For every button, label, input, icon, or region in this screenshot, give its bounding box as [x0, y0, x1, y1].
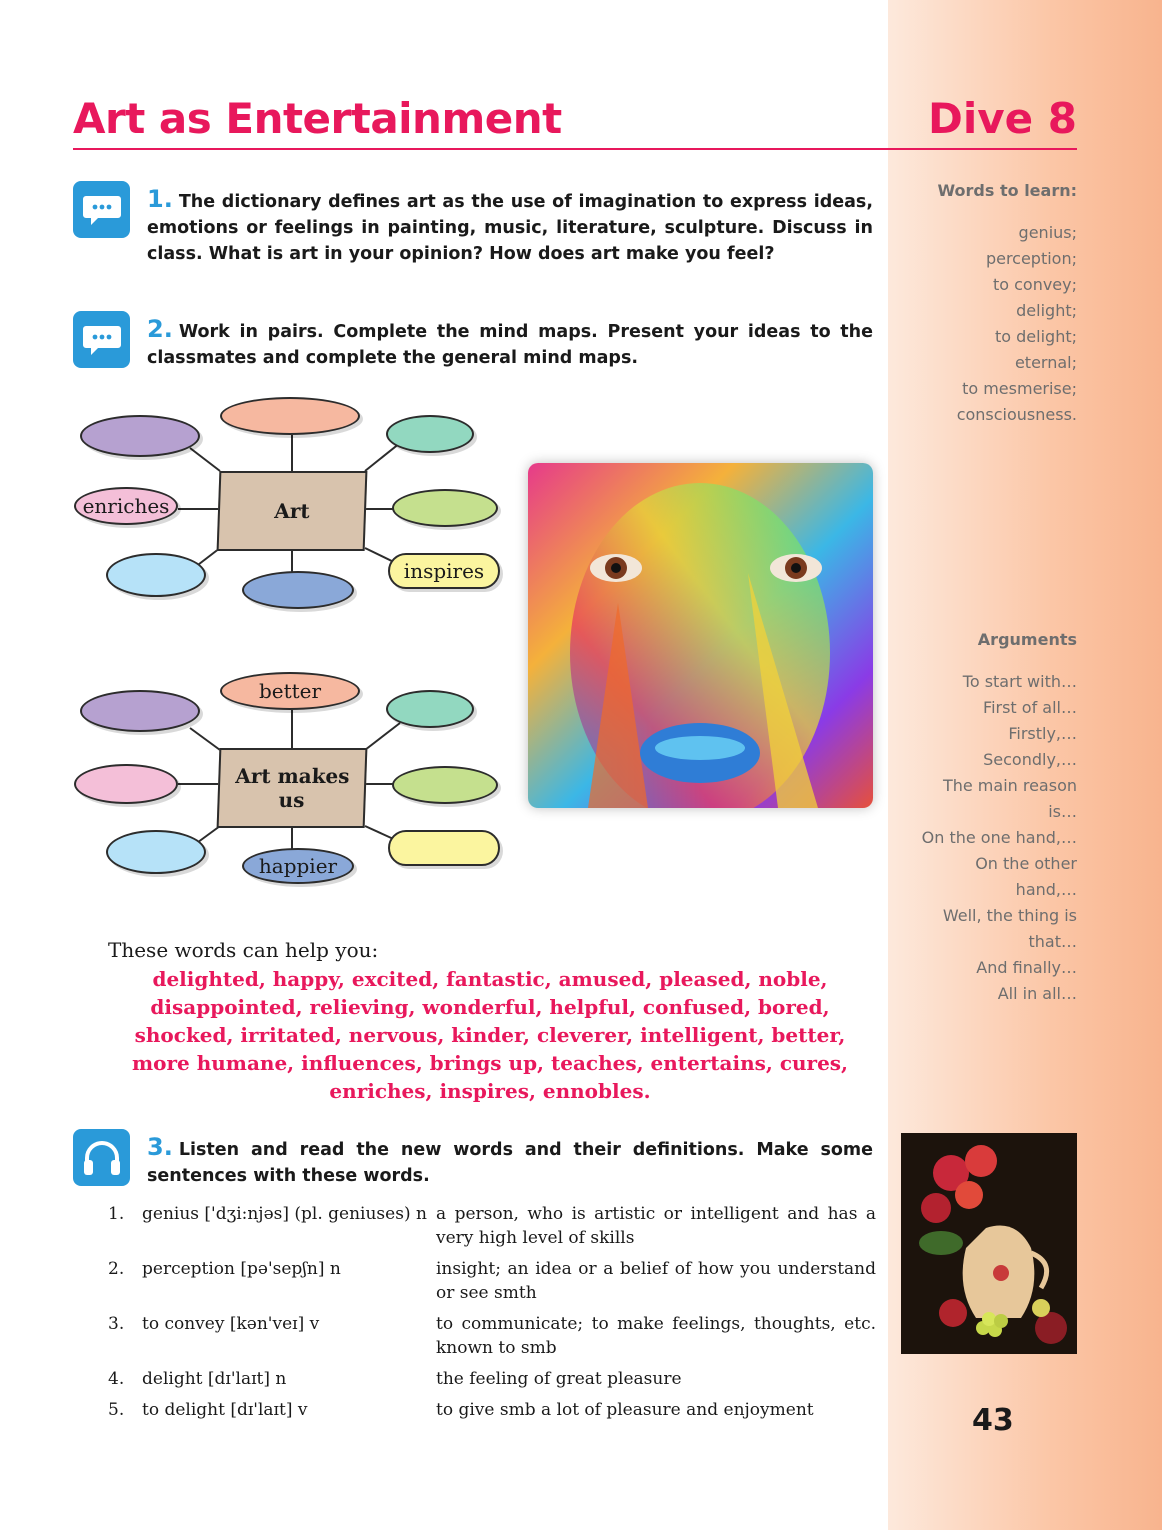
mind-map-bubble[interactable]	[392, 489, 498, 527]
mind-map-bubble[interactable]	[386, 415, 474, 453]
speech-bubble-icon	[73, 311, 130, 368]
mind-map-center: Art	[217, 471, 368, 551]
vocab-definition: insight; an idea or a belief of how you understand or see smth	[436, 1259, 876, 1303]
speech-bubble-icon	[73, 181, 130, 238]
vocab-term: genius ['dʒi:njəs] (pl. geniuses) n	[142, 1204, 427, 1224]
argument-item: is…	[1048, 802, 1077, 821]
word-item: perception;	[985, 249, 1077, 268]
argument-item: The main reason	[942, 776, 1077, 795]
vocab-number: 1.	[108, 1204, 125, 1224]
mind-map-label-happier[interactable]: happier	[242, 848, 354, 884]
word-item: consciousness.	[956, 405, 1077, 424]
vocab-term: to convey [kən'veɪ] v	[142, 1314, 320, 1334]
vocab-row	[108, 1257, 876, 1305]
task-number: 1.	[147, 185, 173, 213]
vocab-term: perception [pə'sepʃn] n	[142, 1259, 341, 1279]
vocab-definition: a person, who is artistic or intelligent and has a very high level of skills	[436, 1204, 876, 1248]
unit-label: Dive 8	[928, 94, 1077, 143]
argument-item: Well, the thing is	[942, 906, 1077, 925]
vocab-term: delight [dɪ'laɪt] n	[142, 1369, 287, 1389]
argument-item: First of all…	[983, 698, 1077, 717]
argument-item: Firstly,…	[1008, 724, 1077, 743]
mind-map-bubble[interactable]	[386, 690, 474, 728]
argument-item: On the one hand,…	[921, 828, 1077, 847]
argument-item: that…	[1028, 932, 1077, 951]
vocab-definition: to give smb a lot of pleasure and enjoyment	[436, 1400, 814, 1420]
mind-map-label-better[interactable]: better	[220, 672, 360, 710]
task-2	[147, 316, 873, 371]
vocab-number: 3.	[108, 1314, 125, 1334]
mind-map-bubble[interactable]	[80, 415, 200, 457]
word-item: to delight;	[995, 327, 1077, 346]
word-item: delight;	[1016, 301, 1077, 320]
arguments-list	[922, 669, 1077, 1007]
mind-map-art	[70, 393, 510, 623]
page-title: Art as Entertainment	[73, 94, 562, 143]
mind-map-bubble[interactable]	[80, 690, 200, 732]
arguments-heading: Arguments	[977, 630, 1077, 649]
vocab-number: 4.	[108, 1369, 125, 1389]
word-item: genius;	[1018, 223, 1077, 242]
word-item: to convey;	[992, 275, 1077, 294]
vocab-definition: to communicate; to make feelings, thoughts, etc. known to smb	[436, 1314, 876, 1358]
headphones-icon[interactable]	[73, 1129, 130, 1186]
mind-map-bubble[interactable]	[106, 553, 206, 597]
vocab-number: 2.	[108, 1259, 125, 1279]
page-number: 43	[972, 1403, 1014, 1438]
mind-map-label-inspires[interactable]: inspires	[388, 553, 500, 589]
vocab-row	[108, 1202, 876, 1250]
word-item: to mesmerise;	[962, 379, 1077, 398]
vocab-row	[108, 1367, 876, 1391]
argument-item: To start with…	[962, 672, 1077, 691]
words-to-learn-list	[957, 220, 1077, 428]
painted-face-photo	[528, 463, 873, 808]
mind-map-bubble[interactable]	[74, 764, 178, 804]
help-word-list: delighted, happy, excited, fantastic, amused, pleased, noble, disappointed, relieving, wonderful, helpful, confused, bored, shocked, irritated, nervous, kinder, cleverer, intelligent, better, more humane, influences, brings up, teaches, entertains, cures, enriches, inspires, ennobles.	[131, 967, 849, 1103]
title-divider	[73, 148, 1077, 150]
mind-map-bubble[interactable]	[392, 766, 498, 804]
help-intro: These words can help you:	[108, 938, 379, 962]
task-number: 3.	[147, 1133, 173, 1161]
word-item: eternal;	[1014, 353, 1077, 372]
task-3	[147, 1134, 873, 1189]
vocab-term: to delight [dɪ'laɪt] v	[142, 1400, 308, 1420]
vocab-row	[108, 1312, 876, 1360]
task-instruction: The dictionary defines art as the use of imagination to express ideas, emotions or feelings in painting, music, literature, sculpture. Discuss in class. What is art in your opinion? How does art make you feel?	[147, 192, 873, 264]
task-instruction: Work in pairs. Complete the mind maps. Present your ideas to the classmates and complete the general mind maps.	[147, 322, 873, 368]
words-to-learn-heading: Words to learn:	[937, 181, 1077, 200]
mind-map-bubble[interactable]	[242, 571, 354, 609]
mind-map-bubble[interactable]	[388, 830, 500, 866]
argument-item: Secondly,…	[983, 750, 1077, 769]
task-instruction: Listen and read the new words and their definitions. Make some sentences with these words.	[147, 1140, 873, 1186]
vocab-number: 5.	[108, 1400, 125, 1420]
mind-map-label-enriches[interactable]: enriches	[74, 487, 178, 525]
task-1	[147, 186, 873, 267]
mind-map-bubble[interactable]	[220, 397, 360, 435]
still-life-painting	[901, 1133, 1077, 1354]
vocab-definition: the feeling of great pleasure	[436, 1369, 682, 1389]
mind-map-bubble[interactable]	[106, 830, 206, 874]
mind-map-center: Art makes us	[217, 748, 368, 828]
argument-item: And finally…	[976, 958, 1077, 977]
vocab-row	[108, 1398, 876, 1422]
argument-item: hand,…	[1015, 880, 1077, 899]
vocabulary-list	[108, 1202, 876, 1429]
mind-map-art-makes-us	[70, 668, 510, 898]
argument-item: On the other	[975, 854, 1077, 873]
argument-item: All in all…	[997, 984, 1077, 1003]
task-number: 2.	[147, 315, 173, 343]
